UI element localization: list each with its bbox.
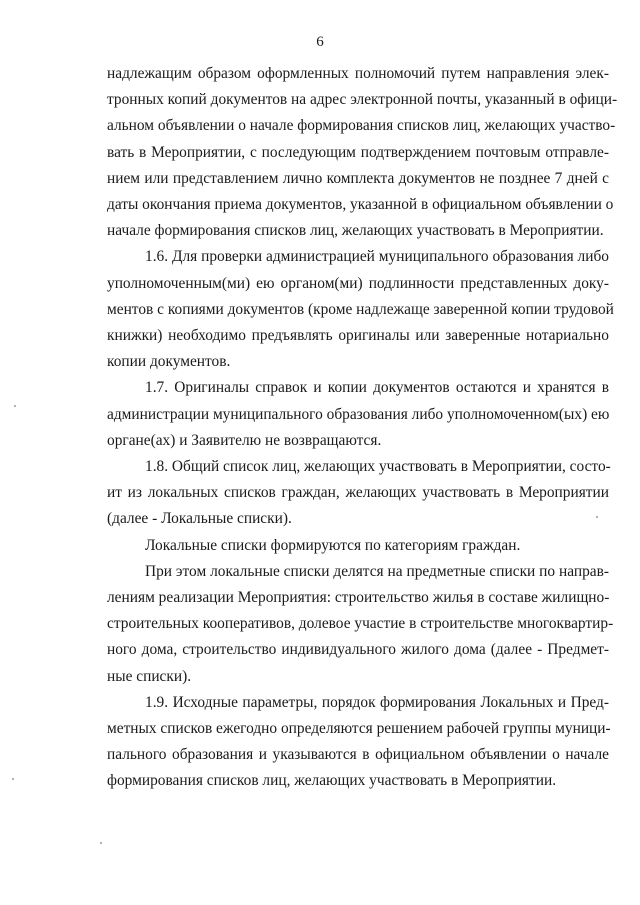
text-line: уполномоченным(ми) ею органом(ми) подлинности представленных доку- bbox=[107, 274, 609, 292]
text-line: ного дома, строительство индивидуального жилого дома (далее - Предмет- bbox=[107, 641, 609, 659]
text-line: лениям реализации Мероприятия: строительство жилья в составе жилищно- bbox=[107, 589, 610, 607]
paragraph-intro-continuation bbox=[107, 61, 618, 244]
paragraph-subject-lists bbox=[107, 559, 614, 690]
text-line: ные списки). bbox=[107, 667, 192, 685]
text-line: строительных кооперативов, долевое участие в строительстве многоквартир- bbox=[107, 615, 614, 633]
text-line: тронных копий документов на адрес электронной почты, указанный в офици- bbox=[107, 91, 618, 109]
text-line: пального образования и указываются в официальном объявлении о начале bbox=[107, 746, 609, 764]
text-line: даты окончания приема документов, указанной в официальном объявлении о bbox=[107, 196, 614, 214]
paragraph-clause-1-6 bbox=[107, 244, 614, 375]
scan-speck bbox=[14, 405, 16, 407]
text-line: ит из локальных списков граждан, желающих участвовать в Мероприятии bbox=[107, 484, 609, 502]
text-line: 1.8. Общий список лиц, желающих участвовать в Мероприятии, состо- bbox=[145, 458, 611, 476]
paragraph-clause-1-7 bbox=[107, 375, 609, 454]
text-line: администрации муниципального образования либо уполномоченном(ых) ею bbox=[107, 405, 610, 423]
text-line: книжки) необходимо предъявлять оригиналы или заверенные нотариально bbox=[107, 327, 609, 345]
text-line: Локальные списки формируются по категориям граждан. bbox=[145, 536, 521, 554]
text-line: вать в Мероприятии, с последующим подтверждением почтовым отправле- bbox=[107, 143, 609, 161]
document-body bbox=[107, 61, 618, 795]
text-line: ментов с копиями документов (кроме надлежаще заверенной копии трудовой bbox=[107, 300, 614, 318]
scan-speck bbox=[100, 842, 102, 844]
paragraph-local-lists bbox=[107, 533, 609, 559]
text-line: формирования списков лиц, желающих участвовать в Мероприятии. bbox=[107, 772, 557, 790]
text-line: 1.9. Исходные параметры, порядок формирования Локальных и Пред- bbox=[145, 693, 609, 711]
scan-speck bbox=[596, 516, 598, 518]
text-line: надлежащим образом оформленных полномочий путем направления элек- bbox=[107, 65, 609, 82]
scan-speck bbox=[12, 778, 14, 780]
text-line: 1.6. Для проверки администрацией муниципального образования либо bbox=[145, 248, 609, 266]
text-line: альном объявлении о начале формирования списков лиц, желающих участво- bbox=[107, 117, 616, 135]
text-line: 1.7. Оригиналы справок и копии документов остаются и хранятся в bbox=[145, 379, 609, 397]
paragraph-clause-1-8 bbox=[107, 454, 609, 533]
text-line: метных списков ежегодно определяются решением рабочей группы муници- bbox=[107, 720, 611, 738]
text-line: нием или представлением лично комплекта документов не позднее 7 дней с bbox=[107, 169, 609, 187]
text-line: При этом локальные списки делятся на предметные списки по направ- bbox=[145, 562, 609, 580]
text-line: начале формирования списков лиц, желающих участвовать в Мероприятии. bbox=[107, 222, 604, 240]
page-number: 6 bbox=[316, 34, 324, 50]
paragraph-clause-1-9 bbox=[107, 690, 609, 795]
text-line: органе(ах) и Заявителю не возвращаются. bbox=[107, 431, 382, 449]
text-line: (далее - Локальные списки). bbox=[107, 510, 292, 528]
text-line: копии документов. bbox=[107, 353, 231, 371]
